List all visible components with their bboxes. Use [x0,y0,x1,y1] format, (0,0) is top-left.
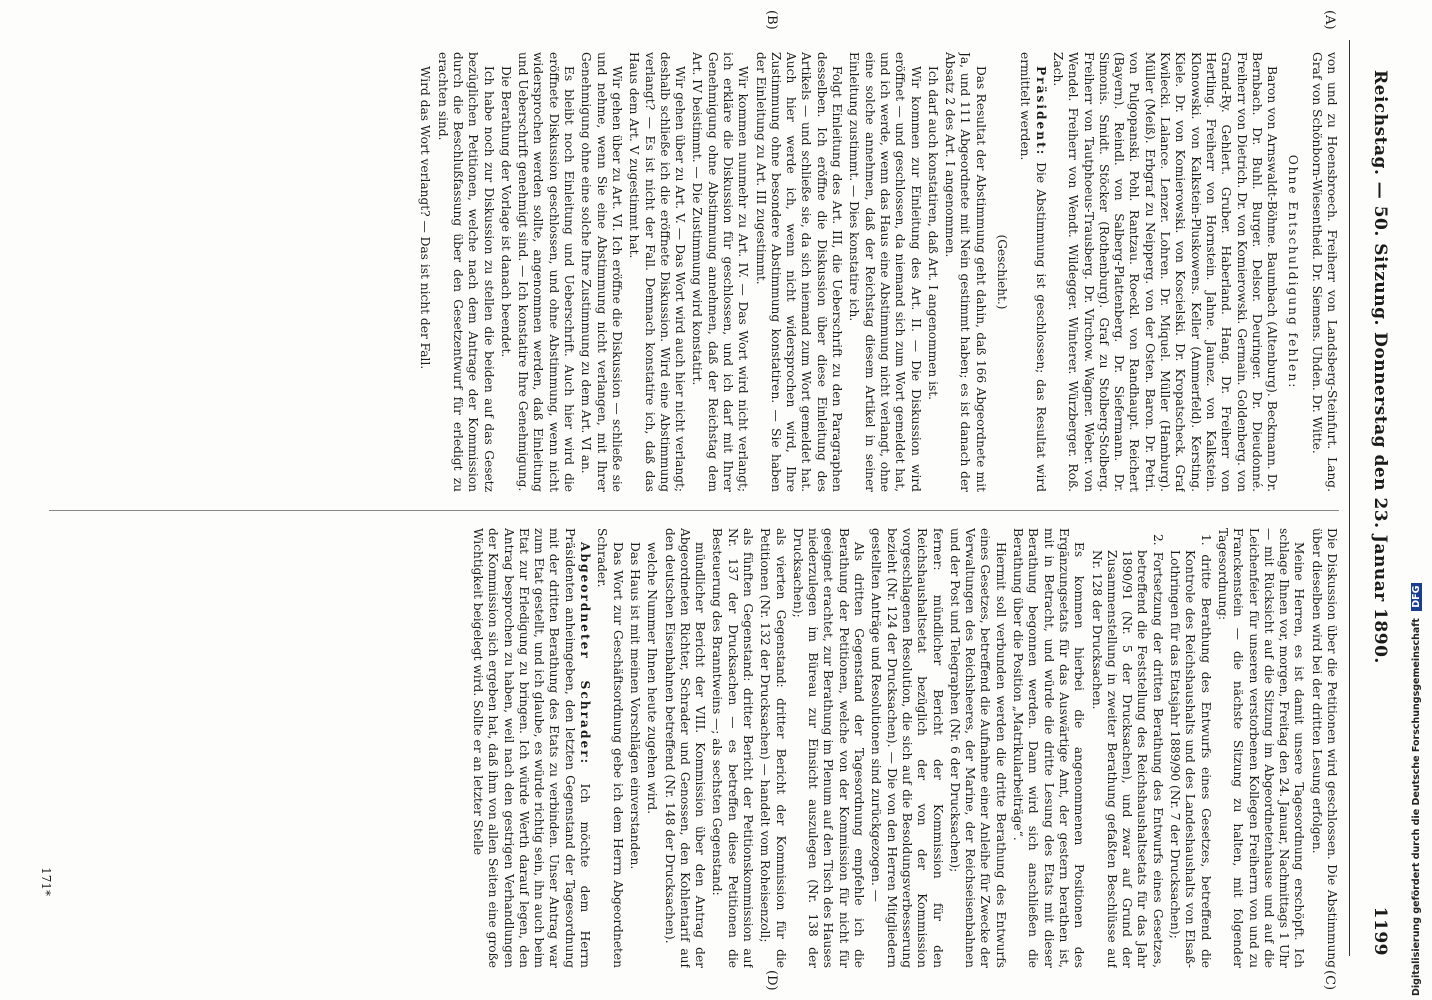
text-paragraph [868,528,944,968]
text-paragraph [470,528,592,968]
stage-direction: (Geschieht.) [995,234,1010,310]
margin-letter-a: (A) [1322,10,1337,30]
page-number: 1199 [1370,906,1390,956]
dfg-logo: DFG [1411,583,1422,611]
text-paragraph: Wir kommen nunmehr zu Art. IV. — Das Wort wird nicht verlangt; ich erkläre die Diskussion für geschlossen, und ich darf mit Ihrer Genehmigung ohne Abstimmung annehmen, daß der Reichstag dem Art. IV beistimmt. — Die Zustimmung wird konstatirt. [690,52,751,492]
agenda-label: als vierten Gegenstand: [773,528,788,688]
agenda-item: 2. Fortsetzung der dritten Berathung des Entwurfs eines Gesetzes, betreffend die Feststellung des Reichshaushaltsetats für das Jahr 1890/91 (Nr. 5 der Drucksachen), und zwar auf Grund der Zusammenstellung in zweiter Berathung gefaßten Beschlüsse auf Nr. 128 der Drucksachen. [1089,534,1165,968]
text-paragraph: Es kommen hierbei die angenommenen Positionen des Ergänzungsetats für das Auswärtige Amt, der gestern berathen ist, mit in Betracht, und würde die dritte Lesung des Etats mit dieser Berathung begonnen werden. Dann wird sich anschließen die Berathung über die Position „Matrikularbeiträge“. [1011,528,1087,968]
text-paragraph: Die Berathung der Vorlage ist danach beendet. [498,66,513,358]
text-paragraph [757,528,788,968]
text-paragraph: Meine Herren, es ist damit unsere Tagesordnung erschöpft. Ich schlage Ihnen vor, morgen, Freitag den 24. Januar, Nachmittags 1 Uhr — mit Rücksicht auf die Sitzung im Abgeordnetenhause und auf die Leichenfeier für unseren verstorbenen Kollegen Freiherrn von und zu Franckenstein — die nächste Sitzung zu halten, mit folgender Tagesordnung: [1215,528,1307,968]
speaker-label: Präsident: [1033,66,1048,157]
text-paragraph: Wird das Wort verlangt? — Das ist nicht der Fall. [418,66,433,370]
text-paragraph: Das Haus ist mit meinen Vorschlägen einverstanden. [627,542,642,870]
agenda-label: ferner: [930,528,945,571]
section-heading: Ohne Entschuldigung fehlen: [1286,154,1301,390]
agenda-text: dritter Bericht der Petitionskommission auf Nr. 137 der Drucksachen — es betreffen diese Petitionen die Besteuerung des Branntweins —; als sechsten Gegenstand: [710,528,756,968]
column-divider [49,510,1339,511]
left-column [39,52,1339,492]
agenda-text: mündlicher Bericht der Kommission für den Reichshaushaltsetat bezüglich der von der Kommission vorgeschlagenen Resolution, die sich auf die Besoldungsverbesserung bezieht (Nr. 124 der Drucksachen). — Die von den Herren Mitgliedern gestellten Anträge und Resolutionen sind zurückgezogen. — [869,528,945,968]
agenda-text: dritter Bericht der Kommission für die Petitionen (Nr. 132 der Drucksachen) — handelt vom Roheisenzoll; [758,528,788,968]
text-paragraph: Hiermit soll verbunden werden die dritte Berathung des Entwurfs eines Gesetzes, betreffend die Aufnahme einer Anleihe für Zwecke der Verwaltungen des Reichsheeres, der Marine, der Reichseisenbahnen und der Post und Telegraphen (Nr. 6 der Drucksachen); [947,528,1008,968]
header-date: Donnerstag den 23. Januar 1890. [1370,332,1390,664]
agenda-item: 1. dritte Berathung des Entwurfs eines Gesetzes, betreffend die Kontrole des Reichshaushalts und des Landeshaushalts von Elsaß-Lothringen für das Etatsjahr 1889/90 (Nr. 7 der Drucksachen); [1168,534,1213,968]
speaker-label: Abgeordneter Schrader: [578,542,593,766]
text-paragraph: Ich habe noch zur Diskussion zu stellen die beiden auf das Gesetz bezüglichen Petitionen, welche nach dem Antrage der Kommission durch die Beschlußfassung über den Gesetzentwurf für erledigt zu erachten sind. [435,52,496,492]
text-paragraph [1017,52,1048,492]
speech-text: Ich möchte dem Herrn Präsidenten anheimgeben, den letzten Gegenstand der Tagesordnung mit der dritten Berathung des Etats zu verbinden. Unser Antrag war zum Etat gestellt, und ich glaube, es würde richtig sein, ihn auch beim Etat zur Erledigung zu bringen. Ich würde Werth darauf legen, den Antrag besprochen zu haben, weil nach den gestrigen Verhandlungen der Kommission sich ergeben hat, daß ihm von allen Seiten eine große Wichtigkeit beigelegt wird. Sollte er an letzter Stelle [470,528,593,968]
text-paragraph: Das Resultat der Abstimmung geht dahin, daß 166 Abgeordnete mit Ja, und 111 Abgeordnete mit Nein gestimmt haben; es ist danach der Absatz 2 des Art. I angenommen. [943,52,988,492]
text-paragraph: Wir gehen über zu Art. V. — Das Wort wird auch hier nicht verlangt; deshalb schließe ich die eröffnete Diskussion. Wird eine Abstimmung verlangt? — Es ist nicht der Fall. Demnach konstatire ich, daß das Haus dem Art. V zugestimmt hat. [627,52,688,492]
text-paragraph: Wir kommen zur Einleitung des Art. II. — Die Diskussion wird eröffnet — und geschlossen, da niemand sich zum Wort gemeldet hat, und ich werde, wenn das Haus eine Abstimmung nicht verlangt, ohne eine solche annehmen, daß der Reichstag diesem Artikel in seiner Einleitung zustimmt. — Dies konstatire ich. [847,52,923,492]
text-paragraph: von und zu Hoensbroech. Freiherr von Landsberg-Steinfurt. Lang. Graf von Schönborn-Wiesentheid. Dr. Siemens. Uhden. Dr. Witte. [1309,52,1339,492]
speech-text: Die Abstimmung ist geschlossen; das Resultat wird ermittelt werden. [1018,52,1048,492]
page-header [1349,40,1404,956]
margin-letter-c: (C) [1322,970,1337,991]
text-paragraph: Wir gehen über zu Art. VI. Ich eröffne die Diskussion — schließe sie und nehme, wenn Sie eine Abstimmung nicht verlangen, mit Ihrer Genehmigung ohne eine solche Ihre Zustimmung zu dem Art. VI an. [579,52,624,492]
text-paragraph: Folgt Einleitung des Art. III, die Ueberschrift zu den Paragraphen desselben. Ich eröffne die Diskussion über diese Einleitung des Artikels — und schließe sie, da sich niemand zum Wort gemeldet hat. Auch hier werde ich, wenn nicht widersprochen wird, Ihre Zustimmung ohne besondere Abstimmung konstatiren. — Sie haben der Einleitung zu Art. III zugestimmt. [753,52,845,492]
text-paragraph: Ich darf auch konstatiren, daß Art. I angenommen ist. [925,66,940,401]
right-column [39,528,1339,968]
margin-letter-d: (D) [764,970,779,991]
text-paragraph: Es bleibt noch Einleitung und Ueberschrift. Auch hier wird die eröffnete Diskussion geschlossen, und ohne Abstimmung, wenn nicht widersprochen werden sollte, angenommen werden, daß Einleitung und Ueberschrift genehmigt sind. — Ich konstatire Ihre Genehmigung. [516,52,577,492]
text-paragraph: welche Nummer Ihnen heute zugehen wird. [645,542,660,815]
margin-letter-b: (B) [764,10,779,30]
sidebar-text-wrap [1411,6,1422,996]
digitization-sidebar [1409,0,1431,1000]
text-paragraph: Baron von Arnswaldt-Böhme. Baumbach (Altenburg). Beckmann. Dr. Bernbach. Dr. Buhl. Burger. Delsor. Deuringer. Dr. Dieudonné. Freiherr von Dietrich. Dr. von Komierowski. Germain. Goldenberg. von Grand-Ry. Gehlert. Gruber. Haberland. Hang. Dr. Freiherr von Hertling. Freiherr von Hornstein. Jahne. Jaunez. von Kalkstein. Klonowski. von Kalkstein-Pluskowens. Keller (Ammerfeld). Kersting. Kiele. Dr. von Komierowski. von Koscielski. Dr. Kropatscheck. Graf Kwilecki. Lalance. Lenzer. Lohren. Dr. Miquel. Müller (Hamburg). Müller (Meiß). Erbgraf zu Neipperg. von der Osten. Baron. Dr. Petri. von Pulgopanski. Pohl. Rantzau. Roeckl. von Randhaupt. Reichert (Bayern). Reindl. von Salberg-Plattenberg. Dr. Siefermann. Dr. Simonis. Smidt. Stöcker (Rothenburg). Graf zu Stolberg-Stolberg. Freiherr von Tautphoeus-Trausberg. Dr. Virchow. Wagner. Weber. von Wendel. Freiherr von Wendt. Wildegger. Winterer. Würzberger. Roß. Zach. [1050,52,1280,492]
signature-mark: 171* [39,867,53,896]
funding-note: Digitalisierung gefördert durch die Deutsche Forschungsgemeinschaft [1411,618,1422,996]
text-paragraph: Das Wort zur Geschäftsordnung gebe ich dem Herrn Abgeordneten Schrader. [595,528,625,968]
text-columns [39,10,1339,991]
text-paragraph: Die Diskussion über die Petitionen wird geschlossen. Die Abstimmung über dieselben wird bei der dritten Lesung erfolgen. [1309,528,1339,968]
text-paragraph: Als dritten Gegenstand der Tagesordnung empfehle ich die Berathung der Petitionen, welche von der Kommission für nicht für geeignet erachtet, zur Berathung im Plenum auf den Tisch des Hauses niederzulegen im Büreau zur Einsicht auszulegen (Nr. 138 der Drucksachen); [790,528,867,968]
text-paragraph [709,528,755,968]
text-paragraph: mündlicher Bericht der VIII. Kommission über den Antrag der Abgeordneten Richter, Schrader und Genossen, den Kohlentarif auf den deutschen Eisenbahnen betreffend (Nr. 148 der Drucksachen). [662,528,708,968]
agenda-label: als fünften Gegenstand: [741,528,756,682]
header-left: Reichstag. — 50. Sitzung. [1370,70,1390,326]
